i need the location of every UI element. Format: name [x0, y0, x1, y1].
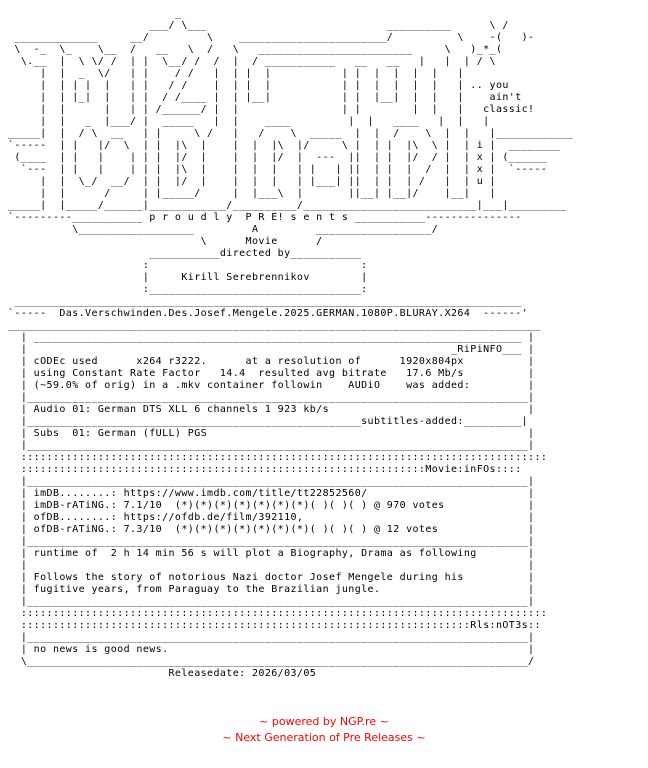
powered-by-text: ~ powered by NGP.re ~ [259, 715, 389, 728]
footer [0, 714, 648, 746]
nfo-text: _ ___/ \___ __________ \ / _____________ __/ \ _______________________/ \ -( )- \ -_ \_ \__ / __ \ / \ ________________________ \ )_*_( \.__ | \ \/ / | | \__/ / / | / ___________ __ __ | | | / \ | | _ \/ | | / / | | | | | | | | | | | | | | | | | | / / | | | | | | | | | | | .. you | | |_| | | | / /____ | | |__| | | |__| | | | ain't | | | | | /______/ | | | | | | | classic! | | _ |___/ | _____ | | ____ | | ____ | | | _____| | / \ __ | | \ / | / \ _____ | | / \ | | |____________ `----- | | |/ \ | | |\ | | | |\ |/ \ | | | |\ \ | | i | ________ (____ | | | | | | |/ | | | |/ | --- || | | |/ / | | x | (______ `--- | | | | | | |\ | | | | | | | || | | | / | | x | `----- | | \_/ __/ | | |/ | | | | | |___| || | | | / | | u | | | / | |_____/ | |___\ | ||__| |__|/ |__| | _____| |_____/______|____________/__________/___________________________|___|_________ `---------___________ p r o u d l y P R E! s e n t s ___________--------------- \__________________ A __________________/ \ Movie / ___________directed by___________ : : | Kirill Serebrennikov | :_________________________________: _______________________________________________________________________________ `----- Das.Verschwinden.Des.Josef.Mengele.2025.GERMAN.1080P.BLURAY.X264 ------' ___________________________________________________________________________________ | ____________________________________________________________________________ | | _RiPiNFO___ | | cODEc used x264 r3222. at a resolution of 1920x804px | | using Constant Rate Factor 14.4 resulted avg bitrate 17.6 Mb/s | | (~59.0% of orig) in a .mkv container followin AUDiO was added: | |______________________________________________________________________________| | Audio 01: German DTS XLL 6 channels 1 923 kb/s | |____________________________________________________subtitles-added:_________| | Subs 01: German (fULL) PGS | |______________________________________________________________________________| :::::::::::::::::::::::::::::::::::::::::::::::::::::::::::::::::::::::::::::::::: :::::::::::::::::::::::::::::::::::::::::::::::::::::::::::::::Movie:inFOs:::: |______________________________________________________________________________| | imDB........: https://www.imdb.com/title/tt22852560/ | | imDB-rATiNG.: 7.1/10 (*)(*)(*)(*)(*)(*)(*)( )( )( ) @ 970 votes | | ofDB........: https://ofdb.de/film/392110, | | ofDB-rATiNG.: 7.3/10 (*)(*)(*)(*)(*)(*)(*)( )( )( ) @ 12 votes | |______________________________________________________________________________| | runtime of 2 h 14 min 56 s will plot a Biography, Drama as following | | | | Follows the story of notorious Nazi doctor Josef Mengele during his | | fugitive years, from Paraguay to the Brazilian jungle. | |______________________________________________________________________________| :::::::::::::::::::::::::::::::::::::::::::::::::::::::::::::::::::::::::::::::::: ::::::::::::::::::::::::::::::::::::::::::::::::::::::::::::::::::::::Rls:nOT3s:: |______________________________________________________________________________| | no news is good news. | \______________________________________________________________________________/ Releasedate: 2026/03/05 [8, 8, 574, 679]
next-generation-text: ~ Next Generation of Pre Releases ~ [222, 731, 426, 744]
